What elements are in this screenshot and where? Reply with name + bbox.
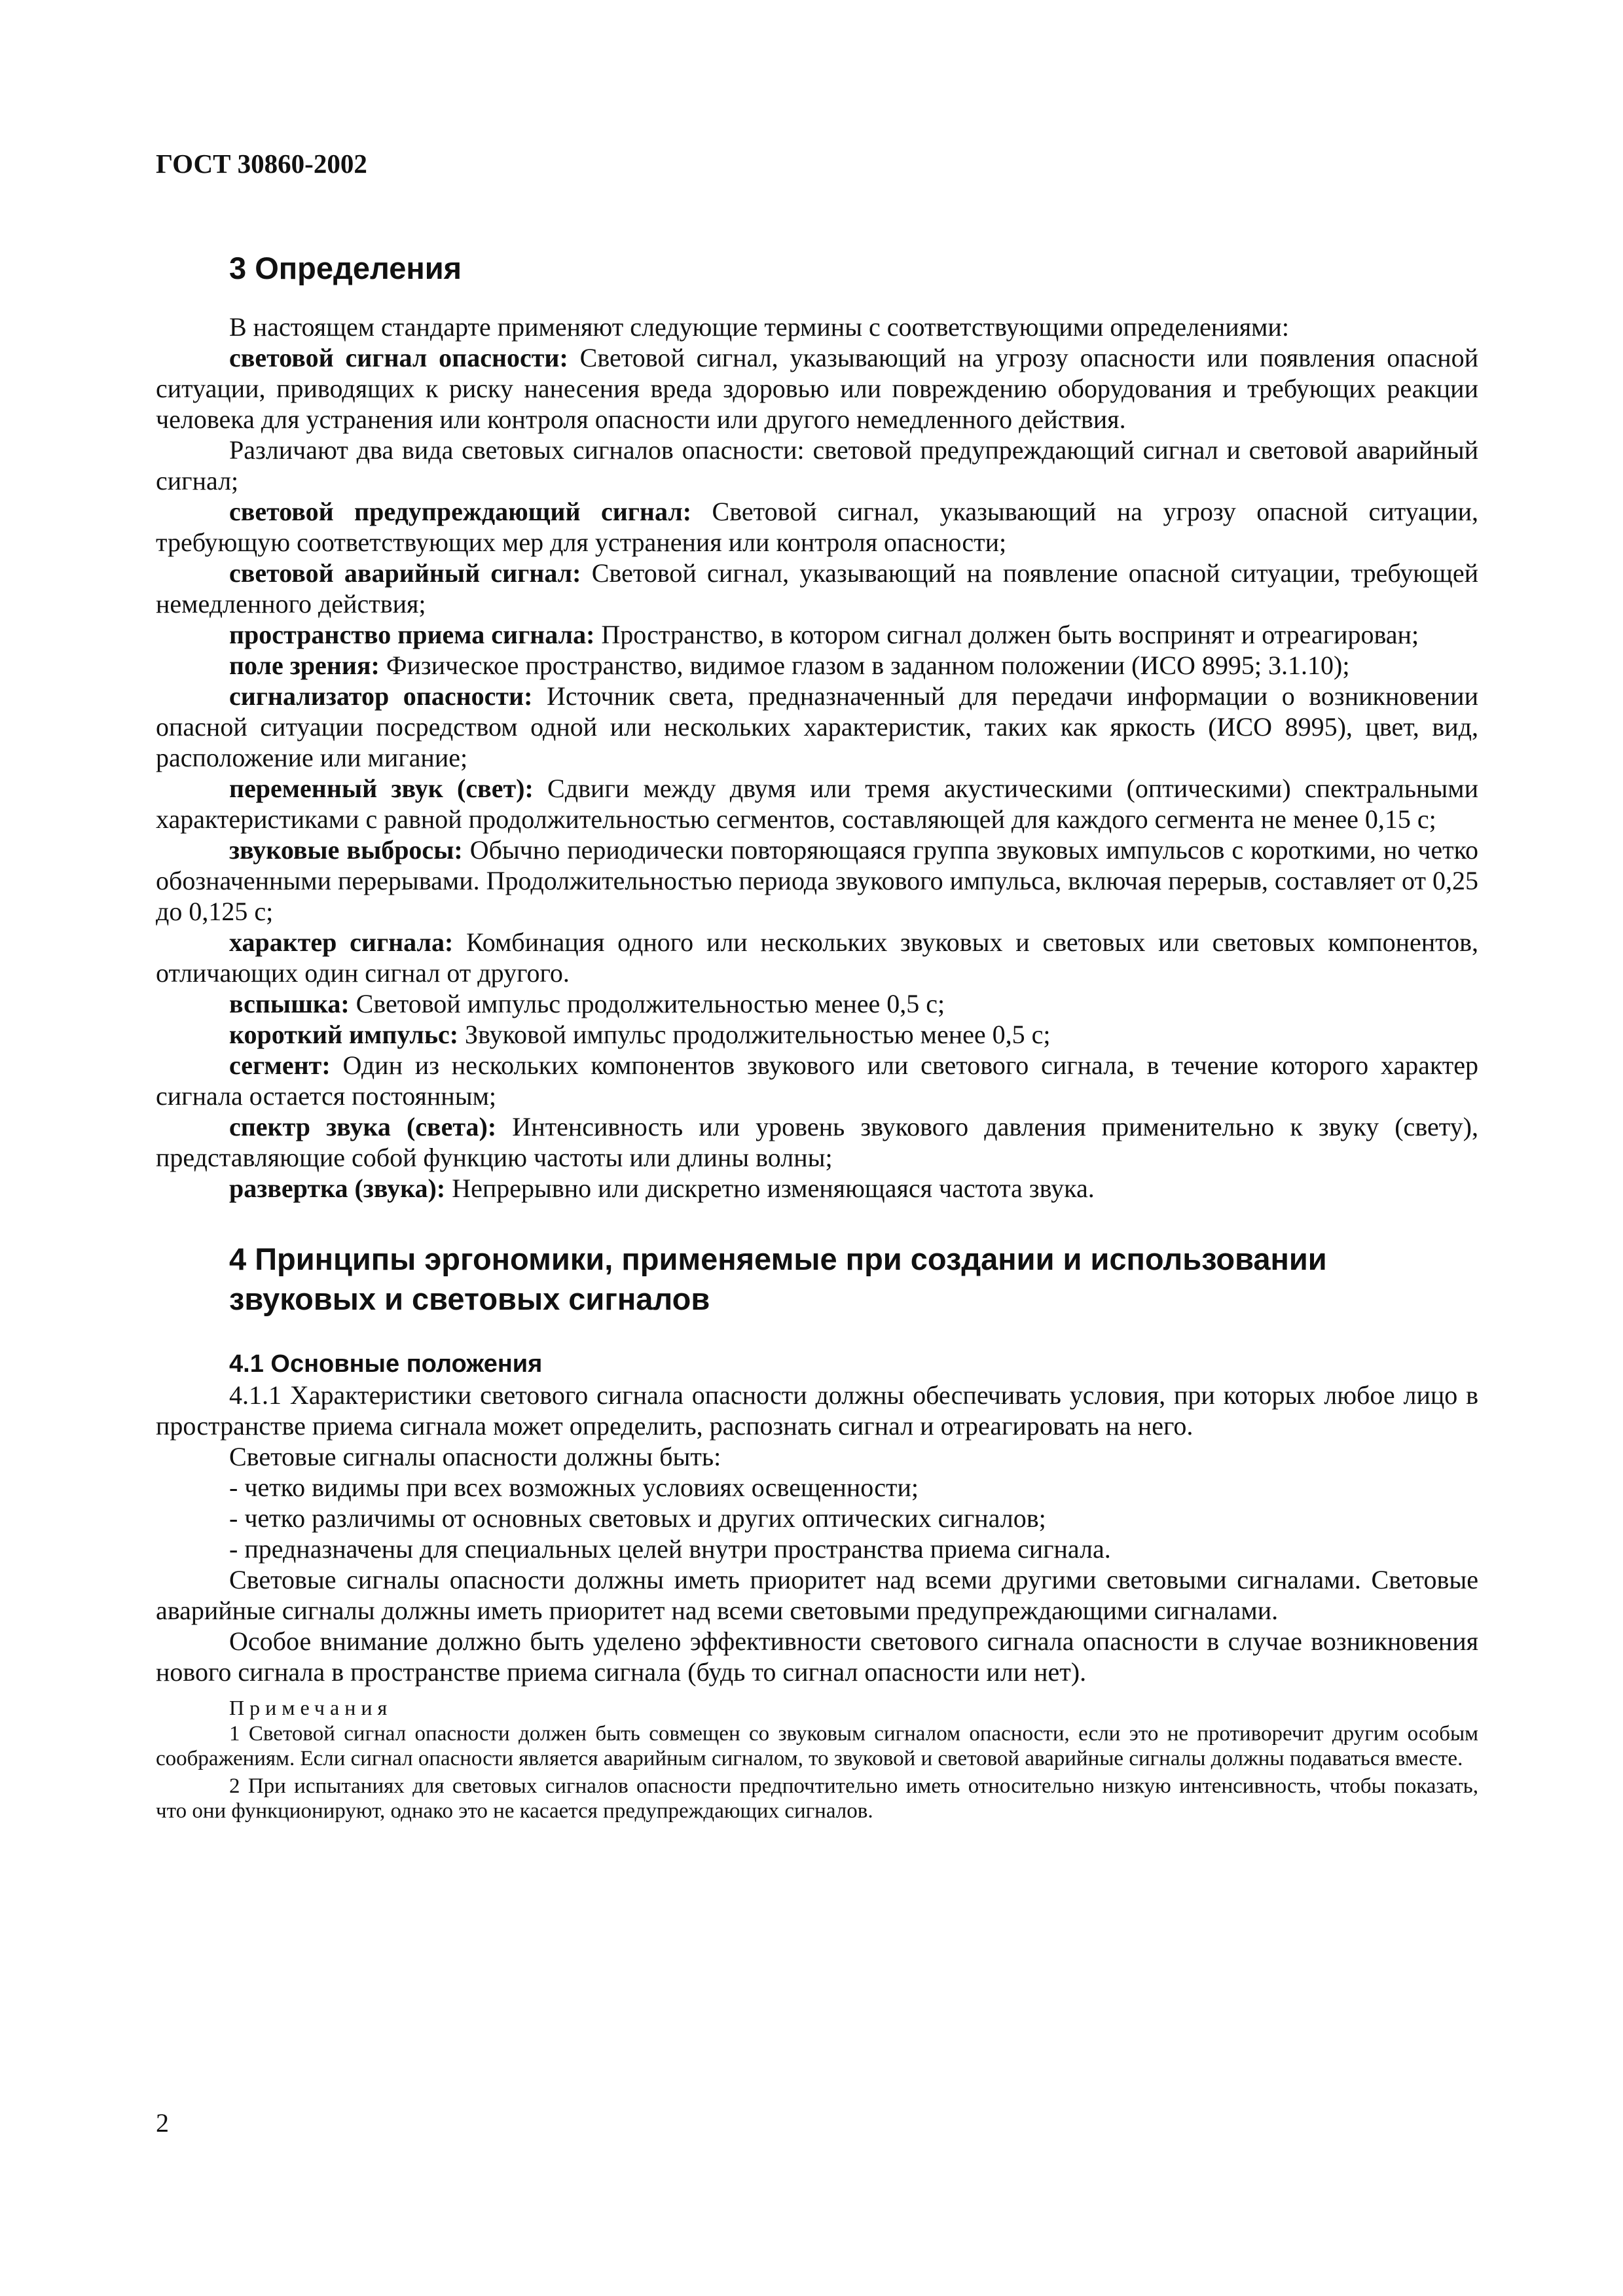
definition-item [156,650,1478,681]
definition-item [156,342,1478,435]
definition-text: Световой сигнал, указывающий на появление опасной ситуации, требующей немедленного действия; [156,558,1478,619]
definition-text: Интенсивность или уровень звукового давления применительно к звуку (свету), представляющие собой функцию частоты или длины волны; [156,1112,1478,1173]
definition-item [156,558,1478,619]
definition-term: пространство приема сигнала: [229,620,595,650]
definition-text: Обычно периодически повторяющаяся группа звуковых импульсов с короткими, но четко обозначенными перерывами. Продолжительностью периода звукового импульса, включая перерыв, составляет от 0,25 до 0,125 с; [156,835,1478,927]
definition-text: Один из нескольких компонентов звукового или светового сигнала, в течение которого характер сигнала остается постоянным; [156,1050,1478,1111]
subsection-4-1-title: 4.1 Основные положения [229,1350,543,1378]
priority-paragraph: Световые сигналы опасности должны иметь приоритет над всеми другими световыми сигналами. Световые аварийные сигналы должны иметь приоритет над всеми световыми предупреждающими сигналами. [156,1565,1478,1626]
definition-term: сегмент: [229,1050,331,1081]
attention-paragraph: Особое внимание должно быть уделено эффективности светового сигнала опасности в случае возникновения нового сигнала в пространстве приема сигнала (будь то сигнал опасности или нет). [156,1626,1478,1687]
definition-term: переменный звук (свет): [229,774,534,804]
definition-text: Источник света, предназначенный для передачи информации о возникновении опасной ситуации посредством одной или нескольких характеристик, таких как яркость (ИСО 8995), цвет, вид, расположение или мигание; [156,681,1478,773]
definition-item [156,1111,1478,1173]
definition-text: Различают два вида световых сигналов опасности: световой предупреждающий сигнал и световой аварийный сигнал; [156,435,1478,496]
definition-item [156,1050,1478,1111]
definition-term: спектр звука (света): [229,1112,497,1142]
definition-term: световой предупреждающий сигнал: [229,497,692,527]
list-item: - четко различимы от основных световых и других оптических сигналов; [229,1503,1046,1534]
section-3-intro: В настоящем стандарте применяют следующие термины с соответствующими определениями: [229,312,1289,342]
definition-text: Световой импульс продолжительностью менее 0,5 с; [349,989,945,1019]
definition-text: Сдвиги между двумя или тремя акустическими (оптическими) спектральными характеристиками с равной продолжительностью сегментов, составляющей для каждого сегмента не менее 0,15 с; [156,774,1478,834]
notes-title: Примечания [229,1696,393,1720]
definition-item [156,1019,1478,1050]
section-3-title: 3 Определения [229,251,462,286]
definition-text: Звуковой импульс продолжительностью менее 0,5 с; [458,1020,1051,1050]
definition-term: характер сигнала: [229,927,454,958]
definition-item [156,619,1478,650]
definition-item [156,834,1478,927]
definition-term: развертка (звука): [229,1174,446,1204]
list-item: - предназначены для специальных целей внутри пространства приема сигнала. [229,1534,1111,1564]
definition-text: Световой сигнал, указывающий на угрозу опасной ситуации, требующую соответствующих мер для устранения или контроля опасности; [156,497,1479,558]
requirements-lead: Световые сигналы опасности должны быть: [229,1442,721,1472]
page-number: 2 [156,2108,169,2138]
definition-text: Световой сигнал, указывающий на угрозу опасности или появления опасной ситуации, приводящих к риску нанесения вреда здоровью или повреждению оборудования и требующих реакции человека для устранения или контроля опасности или другого немедленного действия. [156,343,1479,435]
definition-text: Непрерывно или дискретно изменяющаяся частота звука. [445,1174,1095,1204]
definition-term: сигнализатор опасности: [229,681,533,711]
definition-item [156,773,1478,834]
definition-text: Комбинация одного или нескольких звуковых и световых или световых компонентов, отличающих один сигнал от другого. [156,927,1478,988]
list-item: - четко видимы при всех возможных условиях освещенности; [229,1473,919,1503]
definition-item [156,927,1478,988]
definition-term: световой аварийный сигнал: [229,558,581,588]
definition-text: Пространство, в котором сигнал должен быть воспринят и отреагирован; [594,620,1419,650]
document-page [156,148,1478,1826]
definition-item [156,496,1478,558]
document-id: ГОСТ 30860-2002 [156,149,367,179]
definition-item [156,681,1478,773]
note-item: 1 Световой сигнал опасности должен быть совмещен со звуковым сигналом опасности, если это не противоречит другим особым соображениям. Если сигнал опасности является аварийным сигналом, то звуковой и световой аварийные сигналы должны подаваться вместе. [156,1722,1478,1771]
section-4-title: 4 Принципы эргономики, применяемые при создании и использовании звуковых и световых сигналов [229,1242,1327,1317]
definition-item [156,435,1478,496]
definition-term: звуковые выбросы: [229,835,463,865]
clause-4-1-1: 4.1.1 Характеристики светового сигнала опасности должны обеспечивать условия, при которых любое лицо в пространстве приема сигнала может определить, распознать сигнал и отреагировать на него. [156,1380,1478,1441]
definition-term: световой сигнал опасности: [229,343,568,373]
definition-item [156,1173,1478,1204]
definition-item [156,988,1478,1019]
definition-term: короткий импульс: [229,1020,459,1050]
definition-term: поле зрения: [229,651,380,681]
note-item: 2 При испытаниях для световых сигналов опасности предпочтительно иметь относительно низкую интенсивность, чтобы показать, что они функционируют, однако это не касается предупреждающих сигналов. [156,1774,1478,1823]
definition-text: Физическое пространство, видимое глазом в заданном положении (ИСО 8995; 3.1.10); [379,651,1350,681]
definition-term: вспышка: [229,989,350,1019]
